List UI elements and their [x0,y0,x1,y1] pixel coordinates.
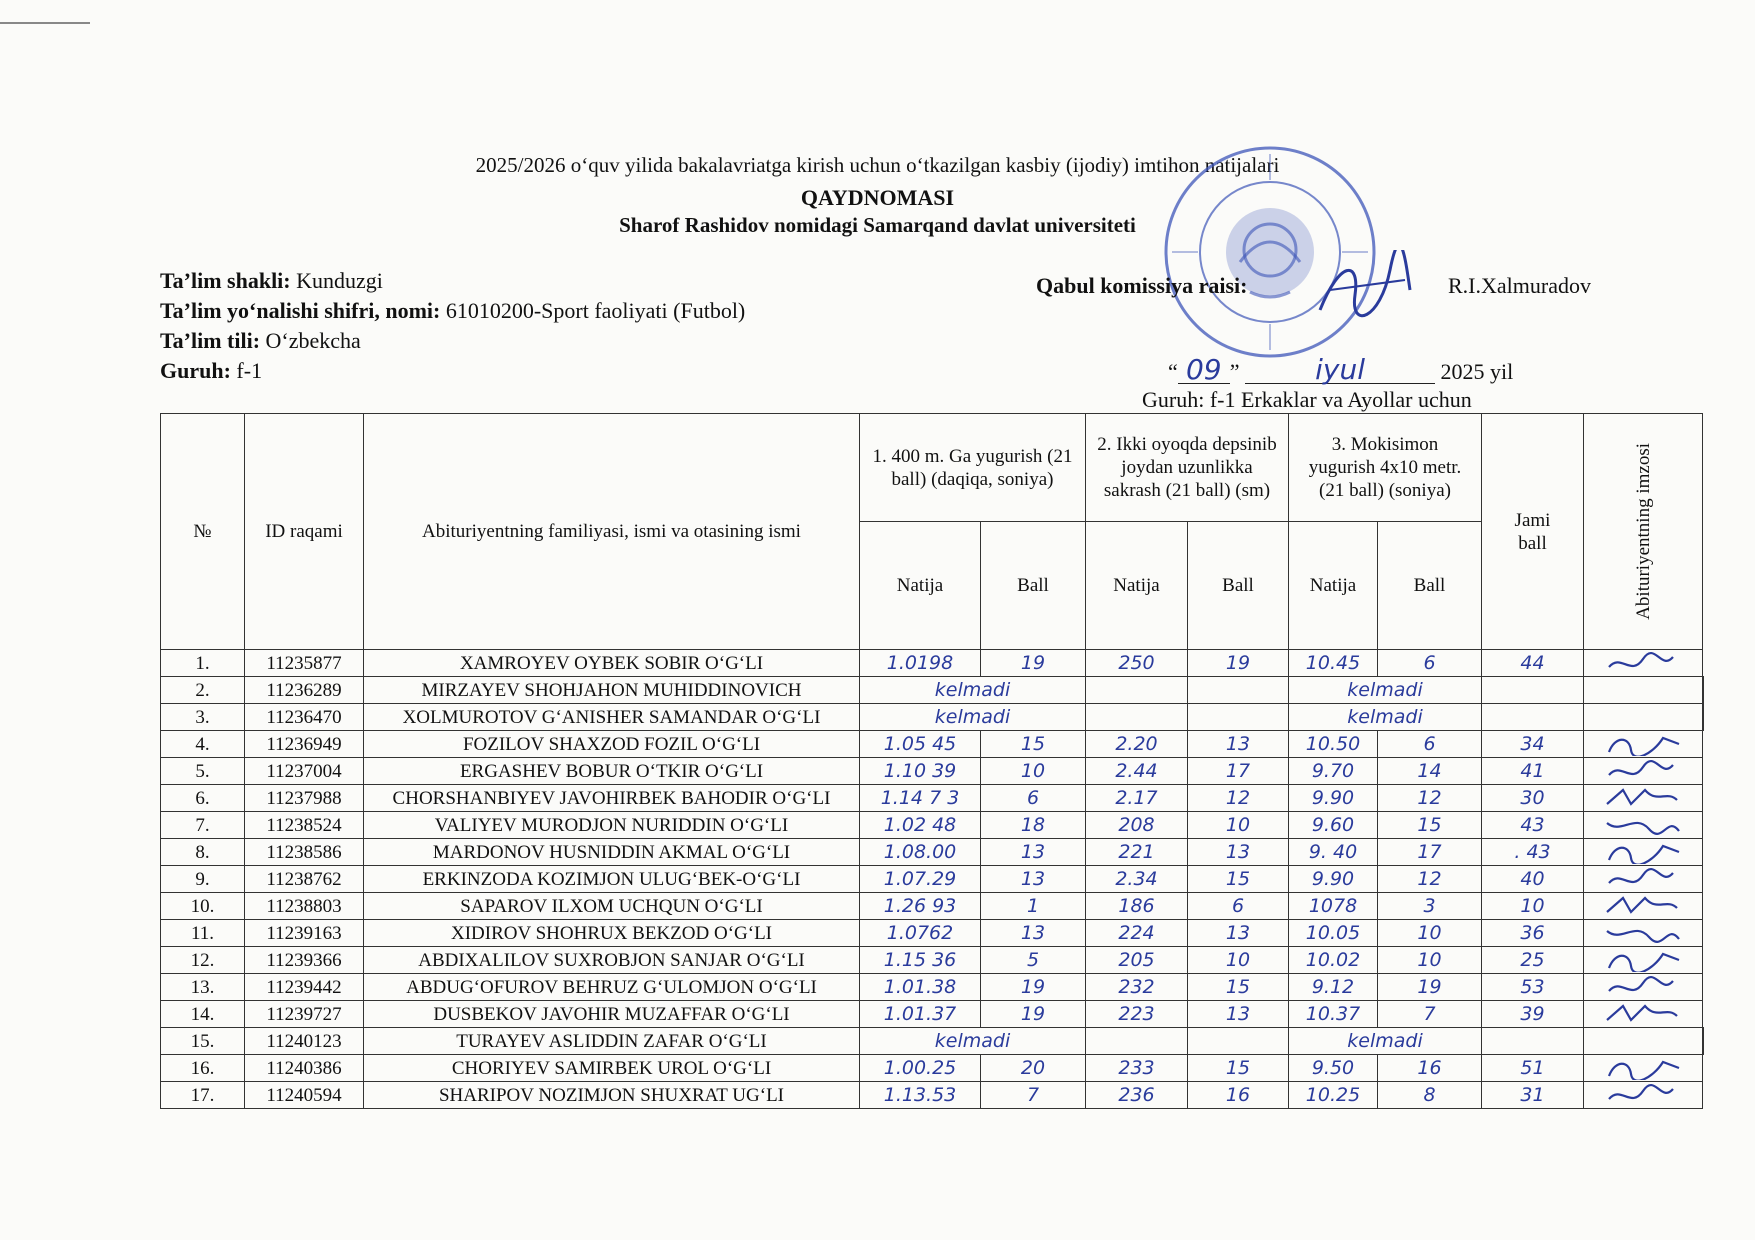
result-400m: 1.13.53 [860,1082,981,1109]
absent-mark: kelmadi [860,677,1086,704]
result-long-jump: 2.20 [1086,731,1188,758]
row-number: 11. [161,920,245,947]
header-test-2: 2. Ikki oyoqda depsinib joydan uzunlikka sakrash (21 ball) (sm) [1086,414,1289,522]
total-ball: 31 [1482,1082,1584,1109]
ball-shuttle-run: 19 [1378,974,1482,1001]
empty-cell [1584,677,1703,704]
ball-shuttle-run: 8 [1378,1082,1482,1109]
applicant-name: SHARIPOV NOZIMJON SHUXRAT UG‘LI [364,1082,860,1109]
applicant-id: 11236949 [245,731,364,758]
ball-400m: 10 [981,758,1086,785]
result-shuttle-run: 10.05 [1289,920,1378,947]
header-result-2: Natija [1086,522,1188,650]
total-ball: 51 [1482,1055,1584,1082]
date-year: 2025 yil [1440,359,1514,384]
handwritten-signature [1601,759,1685,783]
header-result-1: Natija [860,522,981,650]
applicant-signature [1584,1082,1703,1109]
applicant-name: DUSBEKOV JAVOHIR MUZAFFAR O‘G‘LI [364,1001,860,1028]
results-table [160,413,1704,1109]
header-test-3: 3. Mokisimon yugurish 4x10 metr. (21 ball) (soniya) [1289,414,1482,522]
result-long-jump: 223 [1086,1001,1188,1028]
table-row [161,650,1704,677]
ball-long-jump: 19 [1188,650,1289,677]
result-400m: 1.14 7 3 [860,785,981,812]
handwritten-signature [1601,921,1685,945]
applicant-name: XOLMUROTOV G‘ANISHER SAMANDAR O‘G‘LI [364,704,860,731]
handwritten-signature [1601,894,1685,918]
total-ball: 43 [1482,812,1584,839]
ball-shuttle-run: 7 [1378,1001,1482,1028]
study-direction: Ta’lim yo‘nalishi shifri, nomi: 61010200-Sport faoliyati (Futbol) [160,298,746,323]
ball-400m: 1 [981,893,1086,920]
result-shuttle-run: 9.90 [1289,785,1378,812]
row-number: 4. [161,731,245,758]
row-number: 2. [161,677,245,704]
table-row [161,812,1704,839]
result-long-jump: 250 [1086,650,1188,677]
row-number: 15. [161,1028,245,1055]
ball-400m: 19 [981,650,1086,677]
ball-shuttle-run: 10 [1378,947,1482,974]
signature-cell [1703,1028,1704,1055]
table-row [161,1001,1704,1028]
ball-400m: 19 [981,1001,1086,1028]
empty-cell [1482,704,1584,731]
total-ball: 44 [1482,650,1584,677]
applicant-name: CHORSHANBIYEV JAVOHIRBEK BAHODIR O‘G‘LI [364,785,860,812]
total-ball: 39 [1482,1001,1584,1028]
table-row [161,974,1704,1001]
ball-long-jump: 6 [1188,893,1289,920]
applicant-id: 11239442 [245,974,364,1001]
scan-edge-mark [0,18,92,28]
ball-400m: 18 [981,812,1086,839]
applicant-signature [1584,731,1703,758]
handwritten-signature [1601,813,1685,837]
ball-400m: 19 [981,974,1086,1001]
result-400m: 1.08.00 [860,839,981,866]
result-400m: 1.0762 [860,920,981,947]
applicant-name: ABDIXALILOV SUXROBJON SANJAR O‘G‘LI [364,947,860,974]
header-id: ID raqami [245,414,364,650]
empty-cell [1188,704,1289,731]
result-long-jump: 232 [1086,974,1188,1001]
handwritten-signature [1601,732,1685,756]
ball-long-jump: 12 [1188,785,1289,812]
document-title-line-1: 2025/2026 o‘quv yilida bakalavriatga kirish uchun o‘tkazilgan kasbiy (ijodiy) imtihon natijalari [475,153,1280,177]
applicant-name: ABDUG‘OFUROV BEHRUZ G‘ULOMJON O‘G‘LI [364,974,860,1001]
ball-long-jump: 16 [1188,1082,1289,1109]
signature-cell [1703,704,1704,731]
ball-long-jump: 17 [1188,758,1289,785]
handwritten-signature [1601,1002,1685,1026]
applicant-name: MIRZAYEV SHOHJAHON MUHIDDINOVICH [364,677,860,704]
result-shuttle-run: 10.25 [1289,1082,1378,1109]
applicant-name: VALIYEV MURODJON NURIDDIN O‘G‘LI [364,812,860,839]
table-row [161,1055,1704,1082]
result-shuttle-run: 10.45 [1289,650,1378,677]
table-row [161,866,1704,893]
signature-cell [1703,677,1704,704]
applicant-signature [1584,947,1703,974]
commission-chair-name: R.I.Xalmuradov [1448,273,1591,298]
table-row [161,839,1704,866]
row-number: 16. [161,1055,245,1082]
result-long-jump: 2.44 [1086,758,1188,785]
applicant-signature [1584,650,1703,677]
header-test-1: 1. 400 m. Ga yugurish (21 ball) (daqiqa, soniya) [860,414,1086,522]
applicant-id: 11240123 [245,1028,364,1055]
applicant-id: 11240386 [245,1055,364,1082]
empty-cell [1482,1028,1584,1055]
applicant-signature [1584,974,1703,1001]
ball-long-jump: 10 [1188,947,1289,974]
result-shuttle-run: 9. 40 [1289,839,1378,866]
row-number: 8. [161,839,245,866]
applicant-signature [1584,920,1703,947]
ball-long-jump: 15 [1188,974,1289,1001]
applicant-name: SAPAROV ILXOM UCHQUN O‘G‘LI [364,893,860,920]
applicant-id: 11238586 [245,839,364,866]
empty-cell [1188,1028,1289,1055]
handwritten-signature [1601,948,1685,972]
ball-long-jump: 13 [1188,1001,1289,1028]
result-long-jump: 233 [1086,1055,1188,1082]
row-number: 12. [161,947,245,974]
result-shuttle-run: 10.02 [1289,947,1378,974]
handwritten-signature [1601,786,1685,810]
table-row [161,785,1704,812]
header-total: Jami ball [1482,414,1584,650]
header-ball-2: Ball [1188,522,1289,650]
applicant-name: MARDONOV HUSNIDDIN AKMAL O‘G‘LI [364,839,860,866]
applicant-id: 11237988 [245,785,364,812]
ball-400m: 20 [981,1055,1086,1082]
empty-cell [1584,704,1703,731]
row-number: 17. [161,1082,245,1109]
empty-cell [1086,1028,1188,1055]
absent-mark: kelmadi [1289,1028,1482,1055]
applicant-name: FOZILOV SHAXZOD FOZIL O‘G‘LI [364,731,860,758]
result-400m: 1.15 36 [860,947,981,974]
result-400m: 1.07.29 [860,866,981,893]
applicant-id: 11236470 [245,704,364,731]
result-400m: 1.01.38 [860,974,981,1001]
group: Guruh: f-1 [160,358,263,383]
row-number: 10. [161,893,245,920]
applicant-id: 11238524 [245,812,364,839]
total-ball: 34 [1482,731,1584,758]
applicant-name: XAMROYEV OYBEK SOBIR O‘G‘LI [364,650,860,677]
document-date: “ 09 ” iyul 2025 yil [1168,353,1514,386]
ball-shuttle-run: 6 [1378,650,1482,677]
date-month: iyul [1245,357,1435,384]
result-shuttle-run: 10.37 [1289,1001,1378,1028]
result-shuttle-run: 9.70 [1289,758,1378,785]
applicant-id: 11240594 [245,1082,364,1109]
applicant-signature [1584,893,1703,920]
ball-400m: 15 [981,731,1086,758]
table-row [161,731,1704,758]
row-number: 9. [161,866,245,893]
ball-long-jump: 10 [1188,812,1289,839]
table-row [161,1082,1704,1109]
applicant-id: 11238803 [245,893,364,920]
empty-cell [1584,1028,1703,1055]
ball-shuttle-run: 10 [1378,920,1482,947]
applicant-signature [1584,1001,1703,1028]
empty-cell [1086,677,1188,704]
study-language: Ta’lim tili: O‘zbekcha [160,328,361,353]
row-number: 5. [161,758,245,785]
result-shuttle-run: 9.12 [1289,974,1378,1001]
ball-long-jump: 15 [1188,866,1289,893]
handwritten-signature [1601,1083,1685,1107]
applicant-name: ERKINZODA KOZIMJON ULUG‘BEK-O‘G‘LI [364,866,860,893]
results-rows [161,650,1704,1109]
result-400m: 1.05 45 [860,731,981,758]
handwritten-signature [1601,867,1685,891]
ball-shuttle-run: 3 [1378,893,1482,920]
applicant-name: XIDIROV SHOHRUX BEKZOD O‘G‘LI [364,920,860,947]
row-number: 7. [161,812,245,839]
ball-400m: 5 [981,947,1086,974]
result-400m: 1.01.37 [860,1001,981,1028]
ball-long-jump: 13 [1188,839,1289,866]
document-title-line-2: QAYDNOMASI [800,185,955,210]
applicant-name: TURAYEV ASLIDDIN ZAFAR O‘G‘LI [364,1028,860,1055]
result-400m: 1.26 93 [860,893,981,920]
result-long-jump: 2.17 [1086,785,1188,812]
header-signature: Abituriyentning imzosi [1584,414,1703,650]
total-ball: 25 [1482,947,1584,974]
result-long-jump: 186 [1086,893,1188,920]
table-row [161,677,1704,704]
applicant-id: 11237004 [245,758,364,785]
applicant-signature [1584,839,1703,866]
header-ball-1: Ball [981,522,1086,650]
applicant-id: 11239366 [245,947,364,974]
result-400m: 1.0198 [860,650,981,677]
result-shuttle-run: 9.50 [1289,1055,1378,1082]
total-ball: 41 [1482,758,1584,785]
applicant-id: 11236289 [245,677,364,704]
table-row [161,920,1704,947]
ball-shuttle-run: 12 [1378,866,1482,893]
handwritten-signature [1601,975,1685,999]
header-result-3: Natija [1289,522,1378,650]
header-ball-3: Ball [1378,522,1482,650]
applicant-signature [1584,812,1703,839]
applicant-id: 11239163 [245,920,364,947]
row-number: 1. [161,650,245,677]
ball-long-jump: 13 [1188,731,1289,758]
result-400m: 1.00.25 [860,1055,981,1082]
result-400m: 1.10 39 [860,758,981,785]
result-long-jump: 2.34 [1086,866,1188,893]
applicant-id: 11235877 [245,650,364,677]
study-form: Ta’lim shakli: Kunduzgi [160,268,383,293]
header-name: Abituriyentning familiyasi, ismi va otasining ismi [364,414,860,650]
result-long-jump: 236 [1086,1082,1188,1109]
row-number: 3. [161,704,245,731]
ball-400m: 13 [981,839,1086,866]
result-long-jump: 224 [1086,920,1188,947]
handwritten-signature [1601,840,1685,864]
ball-shuttle-run: 16 [1378,1055,1482,1082]
empty-cell [1482,677,1584,704]
university-name: Sharof Rashidov nomidagi Samarqand davlat universiteti [619,213,1136,237]
total-ball: 40 [1482,866,1584,893]
ball-shuttle-run: 12 [1378,785,1482,812]
applicant-signature [1584,1055,1703,1082]
ball-shuttle-run: 17 [1378,839,1482,866]
ball-400m: 13 [981,920,1086,947]
header-number: № [161,414,245,650]
row-number: 13. [161,974,245,1001]
applicant-signature [1584,866,1703,893]
absent-mark: kelmadi [1289,677,1482,704]
table-row [161,893,1704,920]
ball-400m: 6 [981,785,1086,812]
table-row [161,947,1704,974]
applicant-signature [1584,785,1703,812]
row-number: 14. [161,1001,245,1028]
ball-shuttle-run: 6 [1378,731,1482,758]
applicant-id: 11238762 [245,866,364,893]
applicant-signature [1584,758,1703,785]
absent-mark: kelmadi [1289,704,1482,731]
result-shuttle-run: 10.50 [1289,731,1378,758]
ball-400m: 13 [981,866,1086,893]
total-ball: 53 [1482,974,1584,1001]
table-row [161,704,1704,731]
applicant-id: 11239727 [245,1001,364,1028]
ball-long-jump: 13 [1188,920,1289,947]
date-day: 09 [1178,357,1230,384]
group-note: Guruh: f-1 Erkaklar va Ayollar uchun [1142,387,1472,412]
result-shuttle-run: 1078 [1289,893,1378,920]
handwritten-signature [1601,1056,1685,1080]
ball-shuttle-run: 15 [1378,812,1482,839]
handwritten-signature [1601,651,1685,675]
total-ball: . 43 [1482,839,1584,866]
result-shuttle-run: 9.60 [1289,812,1378,839]
total-ball: 36 [1482,920,1584,947]
result-long-jump: 208 [1086,812,1188,839]
ball-400m: 7 [981,1082,1086,1109]
ball-shuttle-run: 14 [1378,758,1482,785]
result-long-jump: 221 [1086,839,1188,866]
table-row [161,1028,1704,1055]
commission-chair-label: Qabul komissiya raisi: [1036,273,1248,298]
ball-long-jump: 15 [1188,1055,1289,1082]
chair-signature [1310,250,1420,330]
result-shuttle-run: 9.90 [1289,866,1378,893]
empty-cell [1086,704,1188,731]
empty-cell [1188,677,1289,704]
total-ball: 10 [1482,893,1584,920]
row-number: 6. [161,785,245,812]
result-400m: 1.02 48 [860,812,981,839]
result-long-jump: 205 [1086,947,1188,974]
absent-mark: kelmadi [860,704,1086,731]
applicant-name: ERGASHEV BOBUR O‘TKIR O‘G‘LI [364,758,860,785]
absent-mark: kelmadi [860,1028,1086,1055]
applicant-name: CHORIYEV SAMIRBEK UROL O‘G‘LI [364,1055,860,1082]
table-row [161,758,1704,785]
total-ball: 30 [1482,785,1584,812]
